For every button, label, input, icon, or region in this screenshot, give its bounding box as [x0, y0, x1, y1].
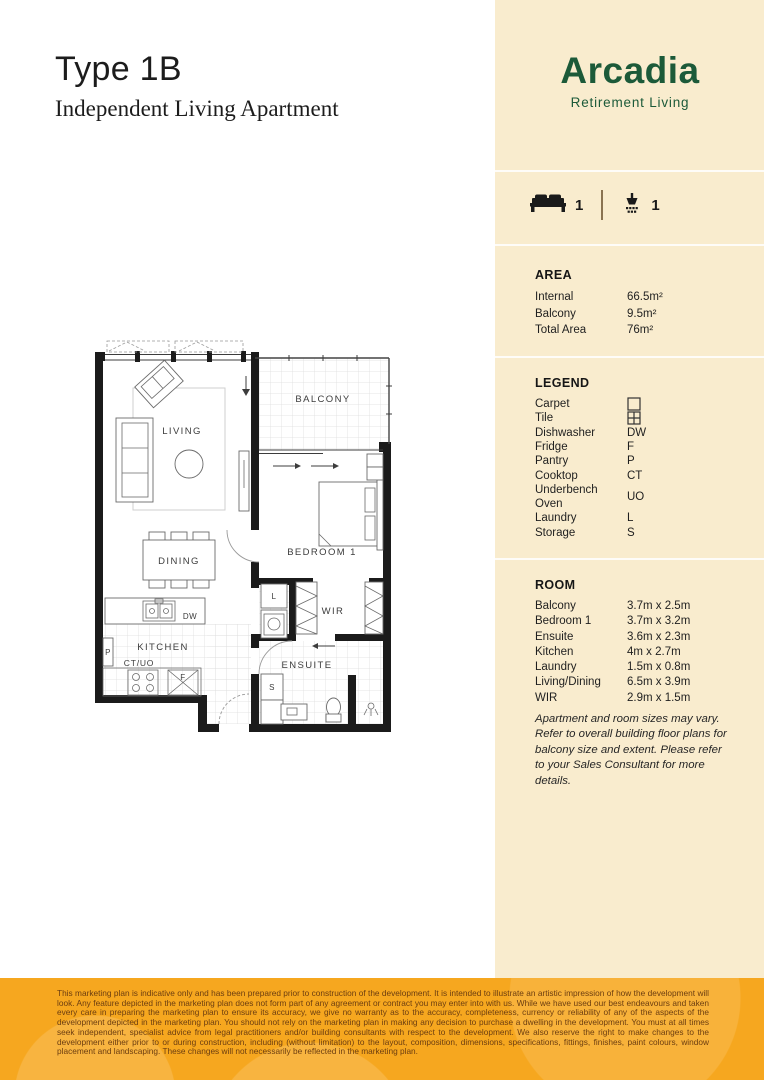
- legend-heading: LEGEND: [535, 376, 590, 390]
- room-row: [535, 645, 740, 660]
- area-row: [535, 289, 740, 306]
- legend-row: [535, 440, 740, 454]
- label-living: LIVING: [162, 426, 202, 437]
- sizes-disclaimer-note: Apartment and room sizes may vary. Refer to overall building floor plans for balcony size and extent. Please refer to your Sales Consultant for more details.: [535, 713, 727, 787]
- title-block: [55, 50, 339, 122]
- area-row-value: 76m²: [627, 324, 654, 336]
- legend-row: [535, 454, 740, 468]
- legend-row: [535, 526, 740, 540]
- label-ensuite: ENSUITE: [281, 660, 333, 671]
- room-heading: ROOM: [535, 578, 576, 592]
- room-row: [535, 675, 740, 690]
- room-row-label: Ensuite: [535, 630, 574, 643]
- room-row: [535, 660, 740, 675]
- room-row-value: 1.5m x 0.8m: [627, 661, 691, 674]
- legend-row-code: UO: [627, 490, 645, 503]
- area-row-label: Internal: [535, 291, 574, 303]
- label-pantry: P: [105, 648, 111, 657]
- sofa: [116, 418, 153, 502]
- divider: [495, 558, 764, 560]
- legend-row-code: F: [627, 440, 635, 453]
- room-row-value: 3.7m x 3.2m: [627, 615, 691, 628]
- legend-row-label: Storage: [535, 526, 576, 539]
- area-row: [535, 322, 740, 339]
- brand-tagline: Retirement Living: [570, 95, 690, 110]
- storage-closet: [261, 674, 283, 724]
- bed-icon: [529, 193, 567, 217]
- room-row-label: Bedroom 1: [535, 615, 592, 628]
- bedroom-stat: [529, 193, 583, 217]
- legend-row-code: S: [627, 526, 635, 539]
- legend-row-code: CT: [627, 469, 643, 482]
- area-row-value: 66.5m²: [627, 291, 663, 303]
- room-row: [535, 599, 740, 614]
- coffee-table: [175, 450, 203, 478]
- legend-row: [535, 411, 740, 425]
- legend-row-label: Carpet: [535, 398, 570, 411]
- shower-icon: [621, 192, 643, 218]
- label-laundry: L: [271, 592, 277, 601]
- legend-row-label: Fridge: [535, 440, 568, 453]
- room-section: [535, 578, 740, 706]
- legend-row-label: Dishwasher: [535, 426, 596, 439]
- bed-bath-stats: [529, 190, 660, 220]
- legend-row-label: Cooktop: [535, 469, 578, 482]
- legend-row-label: Pantry: [535, 455, 569, 468]
- label-wir: WIR: [321, 606, 345, 617]
- bathroom-stat: [621, 192, 659, 218]
- room-row-value: 3.6m x 2.3m: [627, 630, 691, 643]
- area-row-value: 9.5m²: [627, 307, 657, 320]
- room-row-value: 6.5m x 3.9m: [627, 676, 691, 689]
- area-row-label: Total Area: [535, 324, 587, 336]
- room-row-label: Balcony: [535, 600, 576, 612]
- legend-row: [535, 426, 740, 440]
- toilet: [326, 698, 341, 722]
- label-dining: DINING: [158, 556, 200, 567]
- info-sidebar: [495, 0, 764, 978]
- room-row-value: 4m x 2.7m: [627, 645, 681, 658]
- legend-row: [535, 511, 740, 525]
- legend-row-code: P: [627, 455, 635, 468]
- carpet-swatch-icon: [627, 397, 740, 411]
- tv-unit: [239, 451, 249, 511]
- label-dw: DW: [182, 612, 198, 621]
- room-row-label: Kitchen: [535, 645, 574, 658]
- legend-row-label: Laundry: [535, 512, 577, 525]
- area-section: [535, 268, 740, 339]
- legend-row: [535, 469, 740, 483]
- divider: [495, 170, 764, 172]
- legend-row: [535, 483, 740, 512]
- area-heading: AREA: [535, 268, 573, 282]
- legend-row-code: L: [627, 512, 634, 525]
- legend-row-label: Tile: [535, 412, 554, 425]
- legal-disclaimer: This marketing plan is indicative only and has been prepared prior to construction of the development. It is intended to illustrate an artistic impression of how the development will look. Any feature depicted in the marketing plan does not form part of any agreement or contract you may enter into with us. While we have used our best endeavours and taken every care in preparing the marketing plan to ensure its accuracy, we give no warranty as to the accuracy, completeness, currency or reliability of any of the aspects of the development depicted in the marketing plan. You should not rely on the marketing plan in making any decision to purchase a dwelling in the development. You must at all times seek independent, specialist advice from legal practitioners and/or building consultants with respect to the development. We also reserve the right to make changes to the development either prior to or during construction, including (without limitation) to the layout, composition, dimensions, specifications, fittings, finishes, paint colours, window placement and landscaping. These changes will not necessarily be reflected in the marketing plan.: [57, 988, 709, 1057]
- room-row: [535, 691, 740, 706]
- divider: [495, 356, 764, 358]
- label-balcony: BALCONY: [295, 394, 351, 405]
- stat-separator: [601, 190, 603, 220]
- brand-name: Arcadia: [560, 50, 700, 91]
- balcony-sliding-door: [259, 450, 383, 469]
- label-kitchen: KITCHEN: [137, 642, 189, 653]
- bathroom-count: 1: [651, 196, 660, 214]
- label-storage: S: [269, 683, 275, 692]
- brand-logo: [525, 50, 735, 110]
- room-row-label: WIR: [535, 691, 558, 704]
- bedroom-count: 1: [575, 196, 584, 214]
- room-row-label: Living/Dining: [535, 676, 601, 689]
- area-row-label: Balcony: [535, 307, 576, 320]
- room-row-value: 3.7m x 2.5m: [627, 600, 691, 612]
- window-wall: [103, 341, 251, 362]
- area-row: [535, 306, 740, 323]
- divider: [495, 244, 764, 246]
- bed: [319, 454, 383, 550]
- label-ct-uo: CT/UO: [123, 658, 155, 668]
- room-row-value: 2.9m x 1.5m: [627, 691, 691, 704]
- room-row-label: Laundry: [535, 661, 577, 674]
- tile-swatch-icon: [627, 411, 740, 425]
- vanity: [281, 704, 307, 720]
- legend-row: [535, 397, 740, 411]
- legend-row-label: Underbench Oven: [535, 483, 598, 511]
- page-title: Type 1B: [55, 50, 182, 88]
- footer-bar: [0, 978, 764, 1080]
- label-bedroom1: BEDROOM 1: [287, 547, 357, 558]
- floor-plan: [83, 338, 415, 736]
- room-row: [535, 614, 740, 629]
- page-subtitle: Independent Living Apartment: [55, 96, 339, 121]
- label-fridge: F: [180, 673, 186, 682]
- room-row: [535, 630, 740, 645]
- legend-row-code: DW: [627, 426, 647, 439]
- legend-section: [535, 376, 740, 540]
